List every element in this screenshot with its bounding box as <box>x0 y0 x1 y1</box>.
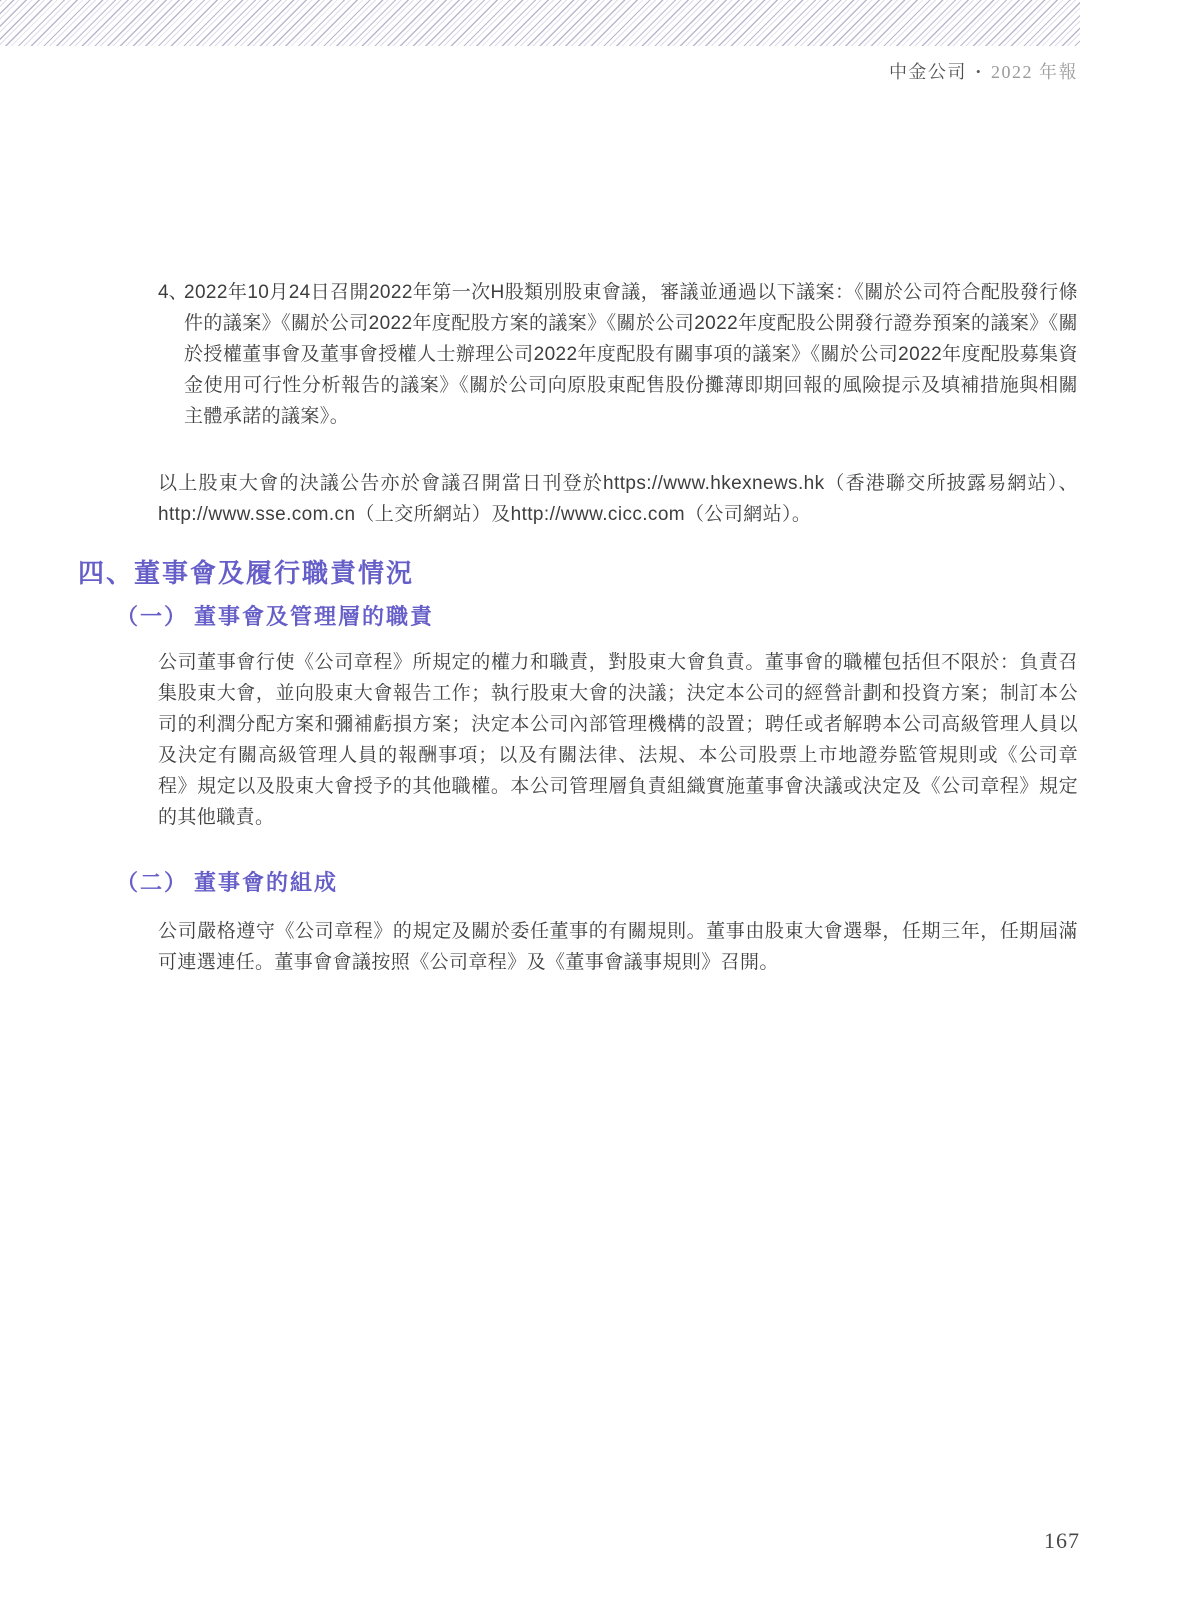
subsection-2-number: （二） <box>116 870 189 895</box>
header-edition: 2022 年報 <box>991 62 1078 82</box>
subsection-heading-1 <box>116 602 434 632</box>
resolution-list-item <box>158 277 1078 432</box>
list-item-text: 2022年10月24日召開2022年第一次H股類別股東會議，審議並通過以下議案：《關於公司符合配股發行條件的議案》《關於公司2022年度配股方案的議案》《關於公司2022年度配股公開發行證券預案的議案》《關於授權董事會及董事會授權人士辦理公司2022年度配股有關事項的議案》《關於公司2022年度配股募集資金使用可行性分析報告的議案》《關於公司向原股東配售股份攤薄即期回報的風險提示及填補措施與相關主體承諾的議案》。 <box>184 282 1078 427</box>
header-brand: 中金公司 <box>888 62 967 82</box>
subsection-1-body: 公司董事會行使《公司章程》所規定的權力和職責，對股東大會負責。董事會的職權包括但不限於：負責召集股東大會，並向股東大會報告工作；執行股東大會的決議；決定本公司的經營計劃和投資方案；制訂本公司的利潤分配方案和彌補虧損方案；決定本公司內部管理機構的設置；聘任或者解聘本公司高級管理人員以及決定有關高級管理人員的報酬事項；以及有關法律、法規、本公司股票上市地證券監管規則或《公司章程》規定以及股東大會授予的其他職權。本公司管理層負責組織實施董事會決議或決定及《公司章程》規定的其他職責。 <box>158 652 1078 828</box>
header-bullet-icon: • <box>975 64 982 79</box>
subsection-1-title: 董事會及管理層的職責 <box>194 604 435 629</box>
section-title: 董事會及履行職責情況 <box>134 558 415 588</box>
subsection-2-title: 董事會的組成 <box>194 870 339 895</box>
section-number: 四、 <box>78 558 135 588</box>
running-header <box>889 60 1078 84</box>
subsection-2-body: 公司嚴格遵守《公司章程》的規定及關於委任董事的有關規則。董事由股東大會選舉，任期三年，任期屆滿可連選連任。董事會會議按照《公司章程》及《董事會議事規則》召開。 <box>158 921 1078 973</box>
list-item-number: 4、 <box>158 282 188 303</box>
section-heading <box>78 556 414 590</box>
subsection-1-number: （一） <box>116 604 189 629</box>
announcement-paragraph: 以上股東大會的決議公告亦於會議召開當日刊登於https://www.hkexnews.hk（香港聯交所披露易網站）、http://www.sse.com.cn（上交所網站）及http://www.cicc.com（公司網站）。 <box>158 473 1078 525</box>
hatch-banner <box>0 0 1080 46</box>
subsection-heading-2 <box>116 868 338 898</box>
page-number: 167 <box>1044 1528 1080 1553</box>
